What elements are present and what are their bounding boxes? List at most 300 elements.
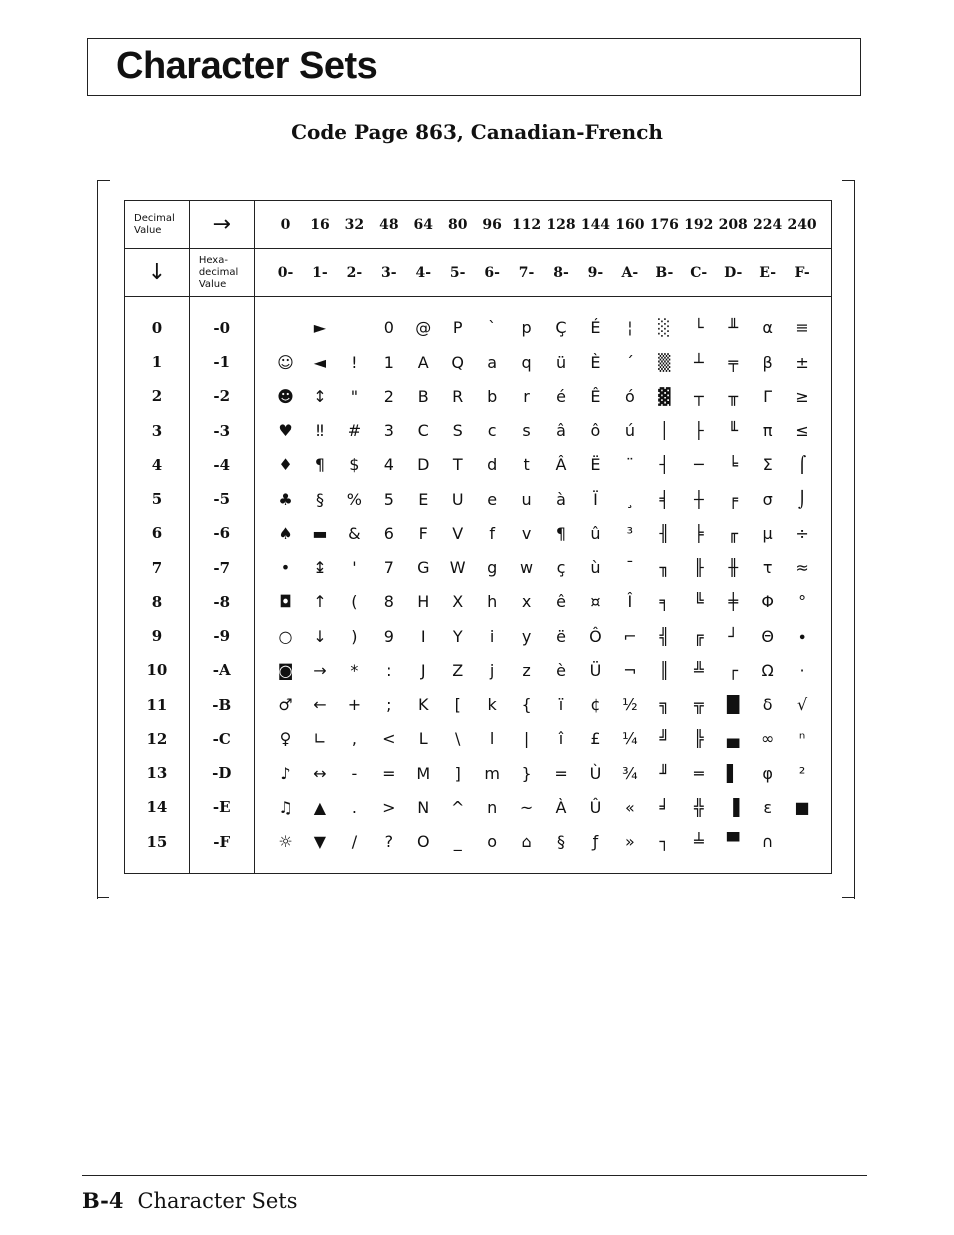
character-cell: Ù: [589, 763, 602, 783]
character-cell: ¤: [590, 592, 601, 612]
character-cell: ╪: [728, 592, 739, 612]
character-cell: ': [352, 558, 357, 578]
column-decimal-header: 0: [268, 201, 302, 249]
row-spacer: [819, 448, 831, 482]
character-cell: ♪: [280, 763, 291, 783]
character-cell: ∙: [797, 626, 808, 646]
character-cell: F: [418, 523, 428, 543]
character-cell: *: [350, 660, 359, 680]
row-decimal-value: 15: [125, 825, 190, 874]
character-cell: ¼: [622, 729, 638, 749]
table-row: [125, 296, 832, 345]
character-cell: D: [417, 455, 430, 475]
row-spacer: [254, 379, 268, 413]
character-cell: ╞: [693, 523, 704, 543]
character-cell: g: [487, 558, 498, 578]
character-cell: ♫: [278, 797, 293, 817]
character-cell: Y: [452, 626, 463, 646]
character-cell: ▓: [658, 386, 671, 406]
character-cell: d: [487, 455, 498, 475]
table-row: [125, 585, 832, 619]
character-cell: .: [351, 797, 357, 817]
character-cell: ╩: [693, 660, 704, 680]
character-cell: Ï: [593, 489, 598, 509]
character-cell: &: [348, 523, 361, 543]
character-cell: ╣: [659, 626, 670, 646]
column-decimal-header: 224: [750, 201, 784, 249]
character-cell: ♀: [279, 729, 292, 749]
character-cell: i: [489, 626, 495, 646]
character-cell: Ô: [589, 626, 602, 646]
character-cell: ☼: [278, 832, 293, 852]
column-hex-header: 9-: [578, 249, 612, 296]
character-cell: ¨: [625, 455, 634, 475]
character-cell: v: [521, 523, 532, 543]
character-cell: ¦: [627, 318, 633, 338]
column-decimal-header: 80: [440, 201, 474, 249]
character-cell: ║: [659, 660, 670, 680]
table-row: [125, 379, 832, 413]
character-cell: o: [487, 832, 498, 852]
character-cell: ╨: [728, 318, 739, 338]
row-spacer: [254, 482, 268, 516]
column-hex-header: 4-: [406, 249, 440, 296]
row-decimal-value: 2: [125, 379, 190, 413]
character-cell: û: [590, 523, 601, 543]
column-hex-header: 5-: [440, 249, 474, 296]
row-spacer: [819, 756, 831, 790]
row-spacer: [254, 688, 268, 722]
character-cell: ∞: [760, 729, 775, 749]
character-cell: β: [762, 352, 773, 372]
character-cell: ¸: [625, 489, 634, 509]
character-cell: ▲: [313, 797, 327, 817]
table-row: [125, 653, 832, 687]
character-cell: ▒: [658, 352, 671, 372]
character-cell: ♂: [278, 695, 293, 715]
character-cell: ☻: [277, 386, 294, 406]
character-cell: c: [487, 421, 497, 441]
column-decimal-header: 64: [406, 201, 440, 249]
column-hex-header: 2-: [337, 249, 371, 296]
character-cell: h: [487, 592, 498, 612]
character-cell: é: [556, 386, 566, 406]
character-cell: È: [590, 352, 601, 372]
character-cell: ┤: [659, 455, 670, 475]
character-cell: s: [522, 421, 531, 441]
character-cell: ≈: [795, 558, 809, 578]
character-cell: ³: [626, 523, 634, 543]
character-cell: 1: [383, 352, 394, 372]
character-cell: ▼: [313, 832, 327, 852]
row-decimal-value: 0: [125, 296, 190, 345]
character-cell: ê: [556, 592, 566, 612]
character-cell: î: [558, 729, 564, 749]
row-decimal-value: 3: [125, 414, 190, 448]
character-cell: ±: [795, 352, 809, 372]
character-cell: ∟: [313, 729, 327, 749]
title-box: [87, 38, 861, 96]
character-cell: █: [727, 695, 740, 715]
row-decimal-value: 5: [125, 482, 190, 516]
column-decimal-header: 128: [544, 201, 578, 249]
character-cell: K: [418, 695, 429, 715]
character-cell: ╔: [693, 626, 704, 646]
column-hex-header: C-: [682, 249, 716, 296]
row-spacer: [819, 482, 831, 516]
character-cell: ▀: [727, 832, 740, 852]
character-cell: z: [522, 660, 531, 680]
table-row: [125, 516, 832, 550]
character-cell: \: [455, 729, 461, 749]
row-decimal-value: 10: [125, 653, 190, 687]
character-cell: :: [386, 660, 392, 680]
character-cell: ¶: [555, 523, 567, 543]
character-cell: -: [351, 763, 358, 783]
character-cell: 3: [383, 421, 394, 441]
character-cell: ┴: [693, 352, 704, 372]
character-cell: ╜: [659, 763, 670, 783]
row-spacer: [819, 619, 831, 653]
header-spacer: [254, 249, 268, 296]
character-cell: P: [452, 318, 463, 338]
character-cell: →: [313, 660, 327, 680]
character-cell: $: [349, 455, 360, 475]
character-cell: 0: [383, 318, 394, 338]
character-cell: +: [347, 695, 362, 715]
character-cell: ë: [556, 626, 566, 646]
character-cell: [785, 825, 819, 874]
character-cell: @: [415, 318, 432, 338]
character-cell: §: [315, 489, 324, 509]
row-spacer: [254, 653, 268, 687]
column-decimal-header: 208: [716, 201, 750, 249]
row-hex-value: -3: [189, 414, 254, 448]
character-cell: V: [452, 523, 464, 543]
column-hex-header: 7-: [509, 249, 543, 296]
row-hex-value: -D: [189, 756, 254, 790]
character-cell: J: [420, 660, 426, 680]
column-decimal-header: 192: [682, 201, 716, 249]
footer-rule: [82, 1175, 867, 1176]
character-cell: B: [417, 386, 429, 406]
character-cell: ╫: [728, 558, 739, 578]
character-cell: ╗: [659, 695, 670, 715]
row-spacer: [819, 379, 831, 413]
character-cell: ¾: [622, 763, 638, 783]
column-hex-header: F-: [785, 249, 819, 296]
character-cell: µ: [762, 523, 773, 543]
character-cell: ¢: [590, 695, 601, 715]
character-cell: %: [346, 489, 362, 509]
column-hex-header: 0-: [268, 249, 302, 296]
page-footer: [82, 1188, 298, 1213]
character-cell: `: [488, 318, 497, 338]
character-cell: a: [487, 352, 498, 372]
character-cell: Z: [452, 660, 464, 680]
character-cell: ╒: [728, 489, 739, 509]
row-decimal-value: 6: [125, 516, 190, 550]
character-cell: £: [590, 729, 601, 749]
header-row-decimal: [125, 201, 832, 249]
table-row: [125, 790, 832, 824]
character-cell: ?: [384, 832, 394, 852]
character-cell: U: [451, 489, 464, 509]
character-cell: l: [489, 729, 495, 749]
character-cell: ·: [799, 660, 805, 680]
page-title: Character Sets: [116, 45, 378, 87]
column-decimal-header: 176: [647, 201, 681, 249]
crop-mark-right: [842, 180, 855, 899]
row-spacer: [819, 688, 831, 722]
character-cell: É: [590, 318, 601, 338]
character-cell: ○: [278, 626, 293, 646]
character-cell: Ω: [761, 660, 774, 680]
character-cell: ≡: [795, 318, 809, 338]
row-hex-value: -B: [189, 688, 254, 722]
character-cell: t: [523, 455, 530, 475]
header-spacer: [819, 201, 831, 249]
character-cell: ù: [590, 558, 601, 578]
column-hex-header: A-: [613, 249, 647, 296]
character-cell: ♠: [278, 523, 293, 543]
hex-label-line: Hexa-: [198, 254, 228, 266]
character-cell: │: [659, 421, 670, 441]
character-cell: ┬: [693, 386, 704, 406]
character-cell: ↓: [313, 626, 327, 646]
column-decimal-header: 160: [613, 201, 647, 249]
table-row: [125, 448, 832, 482]
character-cell: Î: [627, 592, 633, 612]
character-cell: └: [693, 318, 704, 338]
column-hex-header: 6-: [475, 249, 509, 296]
hex-value-label: [189, 249, 254, 296]
character-cell: ►: [313, 318, 327, 338]
row-hex-value: -5: [189, 482, 254, 516]
character-cell: N: [417, 797, 430, 817]
character-cell: Q: [451, 352, 464, 372]
character-cell: δ: [762, 695, 773, 715]
character-cell: ‼: [316, 421, 324, 441]
table-row: [125, 345, 832, 379]
column-decimal-header: 96: [475, 201, 509, 249]
row-hex-value: -F: [189, 825, 254, 874]
character-cell: G: [417, 558, 430, 578]
character-cell: ▐: [727, 797, 740, 817]
character-cell: ╙: [728, 421, 739, 441]
character-cell: ¬: [623, 660, 637, 680]
column-hex-header: B-: [647, 249, 681, 296]
character-cell: j: [489, 660, 495, 680]
row-decimal-value: 11: [125, 688, 190, 722]
character-cell: ⌡: [797, 489, 807, 509]
character-cell: <: [382, 729, 396, 749]
character-cell: u: [521, 489, 532, 509]
row-hex-value: -7: [189, 551, 254, 585]
character-cell: ⌠: [797, 455, 807, 475]
character-cell: [337, 296, 371, 345]
row-decimal-value: 14: [125, 790, 190, 824]
character-cell: ↔: [313, 763, 327, 783]
header-row-hex: [125, 249, 832, 296]
character-cell: ═: [693, 763, 704, 783]
row-spacer: [819, 414, 831, 448]
character-cell: è: [556, 660, 566, 680]
character-cell: ■: [794, 797, 810, 817]
character-cell: 2: [383, 386, 394, 406]
character-cell: â: [556, 421, 566, 441]
character-cell: W: [449, 558, 466, 578]
character-cell: ½: [622, 695, 638, 715]
row-hex-value: -0: [189, 296, 254, 345]
character-cell: !: [351, 352, 358, 372]
character-cell: α: [762, 318, 773, 338]
table-row: [125, 482, 832, 516]
character-cell: ←: [313, 695, 327, 715]
character-cell: ≤: [795, 421, 809, 441]
character-cell: ↕: [313, 386, 327, 406]
character-cell: ╘: [728, 455, 739, 475]
row-hex-value: -9: [189, 619, 254, 653]
character-cell: ╝: [659, 729, 670, 749]
character-cell: •: [280, 558, 291, 578]
character-cell: ╚: [693, 592, 704, 612]
row-hex-value: -2: [189, 379, 254, 413]
code-page-table: [124, 200, 832, 874]
character-cell: ï: [558, 695, 564, 715]
character-cell: ⌂: [521, 832, 532, 852]
character-cell: ╥: [728, 386, 739, 406]
character-cell: σ: [762, 489, 773, 509]
character-cell: =: [382, 763, 396, 783]
character-cell: §: [557, 832, 566, 852]
row-hex-value: -8: [189, 585, 254, 619]
table-row: [125, 688, 832, 722]
row-hex-value: -E: [189, 790, 254, 824]
column-hex-header: 3-: [372, 249, 406, 296]
character-cell: ╡: [659, 489, 670, 509]
character-cell: /: [351, 832, 358, 852]
character-cell: ^: [451, 797, 465, 817]
character-cell: ♦: [278, 455, 293, 475]
row-hex-value: -A: [189, 653, 254, 687]
column-decimal-header: 240: [785, 201, 819, 249]
character-cell: ╦: [693, 695, 704, 715]
character-cell: Φ: [761, 592, 774, 612]
row-spacer: [819, 585, 831, 619]
row-spacer: [819, 790, 831, 824]
row-hex-value: -C: [189, 722, 254, 756]
row-spacer: [254, 585, 268, 619]
character-cell: k: [487, 695, 497, 715]
character-cell: ç: [556, 558, 566, 578]
character-cell: Σ: [762, 455, 773, 475]
character-cell: ┐: [659, 832, 670, 852]
crop-mark-bottom-left: [97, 897, 109, 898]
character-cell: √: [796, 695, 808, 715]
character-cell: e: [487, 489, 498, 509]
column-decimal-header: 48: [372, 201, 406, 249]
row-spacer: [819, 345, 831, 379]
row-hex-value: -4: [189, 448, 254, 482]
character-cell: Ê: [590, 386, 601, 406]
character-cell: ┌: [728, 660, 739, 680]
character-cell: ┼: [693, 489, 704, 509]
table-subtitle: Code Page 863, Canadian-French: [291, 120, 663, 144]
decimal-label-line: Value: [134, 224, 162, 236]
character-cell: {: [521, 695, 532, 715]
character-cell: Θ: [761, 626, 774, 646]
character-cell: q: [521, 352, 532, 372]
character-cell: 7: [383, 558, 394, 578]
table-row: [125, 825, 832, 874]
character-cell: ╬: [693, 797, 704, 817]
character-cell: ☺: [277, 352, 294, 372]
character-cell: R: [452, 386, 464, 406]
row-spacer: [254, 722, 268, 756]
row-hex-value: -1: [189, 345, 254, 379]
character-cell: Â: [555, 455, 567, 475]
character-cell: ░: [658, 318, 671, 338]
table-row: [125, 551, 832, 585]
row-decimal-value: 1: [125, 345, 190, 379]
character-cell: >: [382, 797, 396, 817]
row-decimal-value: 9: [125, 619, 190, 653]
character-cell: ~: [519, 797, 534, 817]
character-cell: ´: [625, 352, 634, 372]
character-cell: L: [418, 729, 428, 749]
character-cell: (: [351, 592, 358, 612]
row-decimal-value: 13: [125, 756, 190, 790]
column-hex-header: E-: [750, 249, 784, 296]
character-cell: °: [798, 592, 807, 612]
character-cell: 4: [383, 455, 394, 475]
row-spacer: [819, 516, 831, 550]
page-number: B-4: [82, 1188, 124, 1213]
character-cell: _: [453, 832, 462, 852]
column-decimal-header: 16: [303, 201, 337, 249]
character-cell: ∩: [761, 832, 774, 852]
table-row: [125, 756, 832, 790]
column-hex-header: 8-: [544, 249, 578, 296]
character-cell: ╢: [659, 523, 670, 543]
crop-mark-left: [97, 180, 110, 899]
character-cell: ô: [590, 421, 601, 441]
character-cell: H: [417, 592, 430, 612]
character-cell: ◘: [279, 592, 292, 612]
character-cell: w: [520, 558, 534, 578]
character-cell: ¯: [625, 558, 634, 578]
character-cell: ε: [763, 797, 772, 817]
character-cell: ▌: [727, 763, 740, 783]
character-cell: b: [487, 386, 498, 406]
character-cell: À: [555, 797, 567, 817]
hex-label-line: Value: [198, 278, 227, 290]
character-cell: ú: [624, 421, 635, 441]
character-cell: S: [452, 421, 463, 441]
row-spacer: [254, 551, 268, 585]
character-cell: ¶: [314, 455, 326, 475]
character-cell: ╧: [693, 832, 704, 852]
character-cell: C: [417, 421, 429, 441]
character-cell: p: [521, 318, 532, 338]
character-cell: ┘: [728, 626, 739, 646]
header-spacer: [819, 249, 831, 296]
decimal-value-label: [125, 201, 190, 249]
character-cell: [: [454, 695, 461, 715]
table-row: [125, 619, 832, 653]
row-spacer: [254, 448, 268, 482]
